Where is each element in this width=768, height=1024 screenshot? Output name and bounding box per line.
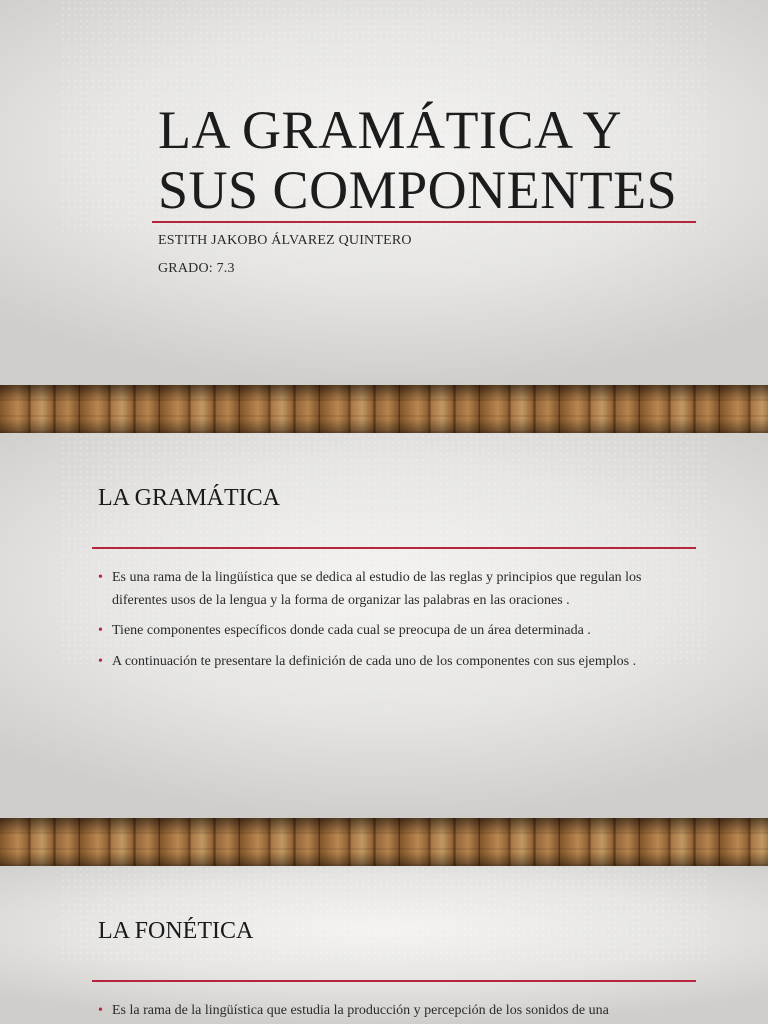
slide-fonetica: [0, 866, 768, 1024]
heading-divider: [92, 547, 696, 549]
title-divider: [152, 221, 696, 223]
list-item: • Es una rama de la lingüística que se dedica al estudio de las reglas y principios que regulan los diferentes usos de la lengua y la forma de organizar las palabras en las oraciones .: [98, 567, 678, 612]
bullet-icon: •: [98, 570, 103, 585]
list-item: • Es la rama de la lingüística que estudia la producción y percepción de los sonidos de una: [98, 1000, 698, 1023]
slide-heading: LA FONÉTICA: [98, 918, 254, 944]
list-item: • Tiene componentes específicos donde cada cual se preocupa de un área determinada .: [98, 620, 678, 643]
heading-divider: [92, 980, 696, 982]
grade-label: GRADO: 7.3: [158, 261, 235, 276]
bullet-icon: •: [98, 653, 103, 669]
slide-gramatica: [0, 433, 768, 818]
bullet-icon: •: [98, 623, 103, 638]
bullet-icon: •: [98, 1003, 103, 1018]
bullet-list: [98, 567, 678, 681]
slide-title-heading: LA GRAMÁTICA Y SUS COMPONENTES: [158, 100, 678, 220]
slide-title: [0, 0, 768, 385]
slide-heading: LA GRAMÁTICA: [98, 485, 281, 511]
bullet-list: [98, 1000, 698, 1024]
author-name: ESTITH JAKOBO ÁLVAREZ QUINTERO: [158, 233, 412, 248]
wood-floor-divider: [0, 385, 768, 433]
wood-floor-divider: [0, 818, 768, 866]
list-item: • A continuación te presentare la definición de cada uno de los componentes con sus ejemplos .: [98, 651, 678, 674]
